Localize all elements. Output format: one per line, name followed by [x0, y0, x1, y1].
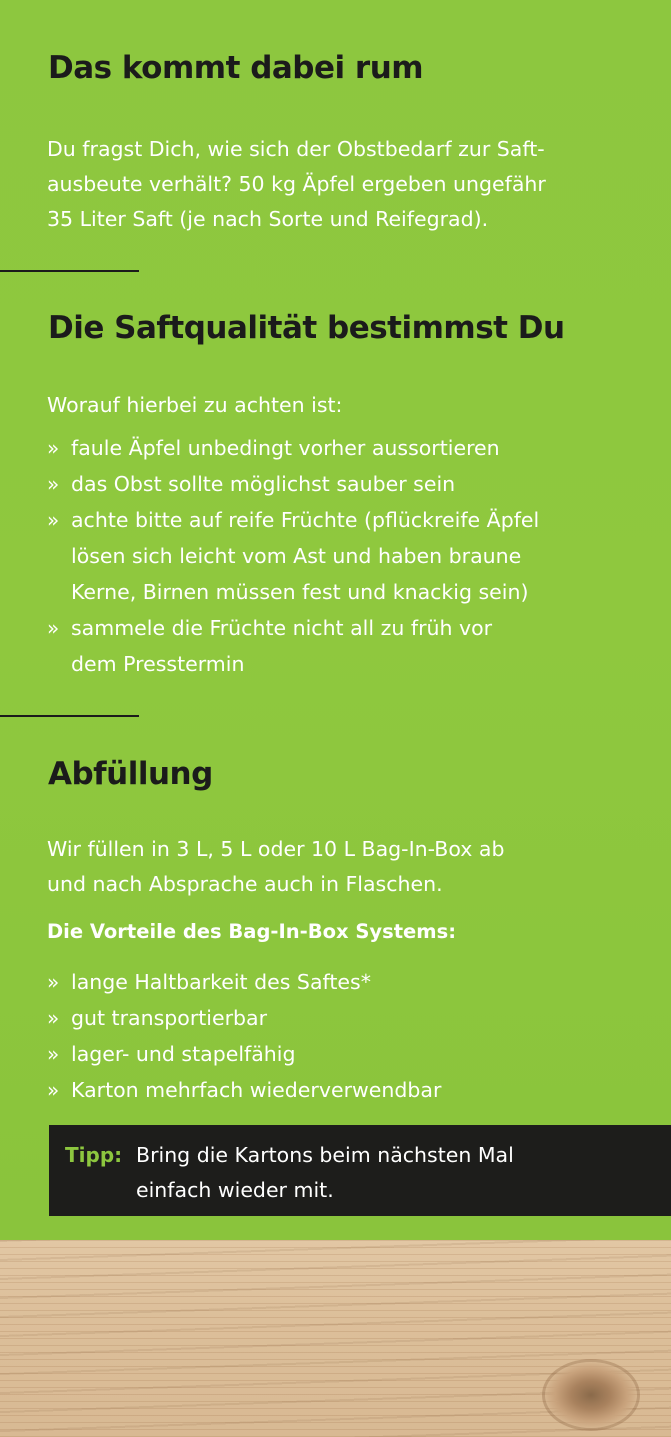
- bullet-mark: »: [47, 970, 60, 994]
- list-item-line: Kerne, Birnen müssen fest und knackig sein): [71, 580, 529, 604]
- filling-paragraph: [47, 832, 505, 902]
- bullet-mark: »: [47, 1078, 60, 1102]
- bullet-mark: »: [47, 508, 60, 532]
- section-heading-yield: Das kommt dabei rum: [48, 50, 424, 86]
- list-item-line: Karton mehrfach wiederverwendbar: [71, 1078, 442, 1102]
- yield-line-3: 35 Liter Saft (je nach Sorte und Reifegrad).: [47, 207, 489, 231]
- bullet-mark: »: [47, 1006, 60, 1030]
- filling-line-1: Wir füllen in 3 L, 5 L oder 10 L Bag-In-Box ab: [47, 837, 505, 861]
- list-item-line: sammele die Früchte nicht all zu früh vor: [71, 616, 493, 640]
- list-item-line: dem Presstermin: [71, 652, 245, 676]
- list-item: [47, 1072, 441, 1108]
- section-heading-filling: Abfüllung: [48, 756, 213, 792]
- yield-line-1: Du fragst Dich, wie sich der Obstbedarf zur Saft-: [47, 137, 545, 161]
- tip-line-1: Bring die Kartons beim nächsten Mal: [136, 1143, 514, 1167]
- wood-knot: [545, 1362, 637, 1428]
- list-item-line: das Obst sollte möglichst sauber sein: [71, 472, 456, 496]
- tip-box: [49, 1125, 671, 1216]
- list-item: [47, 502, 539, 610]
- bullet-mark: »: [47, 472, 60, 496]
- section-heading-quality: Die Saftqualität bestimmst Du: [48, 310, 565, 346]
- list-item-line: lager- und stapelfähig: [71, 1042, 296, 1066]
- yield-paragraph: [47, 132, 546, 237]
- tip-text: [136, 1138, 656, 1208]
- quality-bullet-list: [47, 430, 539, 682]
- divider-rule-1: [0, 270, 139, 272]
- tip-line-2: einfach wieder mit.: [136, 1178, 334, 1202]
- filling-line-2: und nach Absprache auch in Flaschen.: [47, 872, 443, 896]
- bag-in-box-subheading: Die Vorteile des Bag-In-Box Systems:: [47, 920, 456, 943]
- bullet-mark: »: [47, 436, 60, 460]
- list-item: [47, 430, 539, 466]
- divider-rule-2: [0, 715, 139, 717]
- list-item: [47, 466, 539, 502]
- list-item-line: achte bitte auf reife Früchte (pflückreife Äpfel: [71, 508, 540, 532]
- list-item-line: gut transportierbar: [71, 1006, 268, 1030]
- list-item: [47, 610, 539, 682]
- list-item-line: lange Haltbarkeit des Saftes*: [71, 970, 371, 994]
- list-item: [47, 1000, 441, 1036]
- quality-intro: Worauf hierbei zu achten ist:: [47, 393, 343, 417]
- list-item: [47, 964, 441, 1000]
- bullet-mark: »: [47, 1042, 60, 1066]
- list-item: [47, 1036, 441, 1072]
- list-item-line: faule Äpfel unbedingt vorher aussortieren: [71, 436, 500, 460]
- list-item-line: lösen sich leicht vom Ast und haben braune: [71, 544, 522, 568]
- advantages-bullet-list: [47, 964, 441, 1108]
- bullet-mark: »: [47, 616, 60, 640]
- tip-label: Tipp:: [65, 1143, 123, 1167]
- yield-line-2: ausbeute verhält? 50 kg Äpfel ergeben ungefähr: [47, 172, 546, 196]
